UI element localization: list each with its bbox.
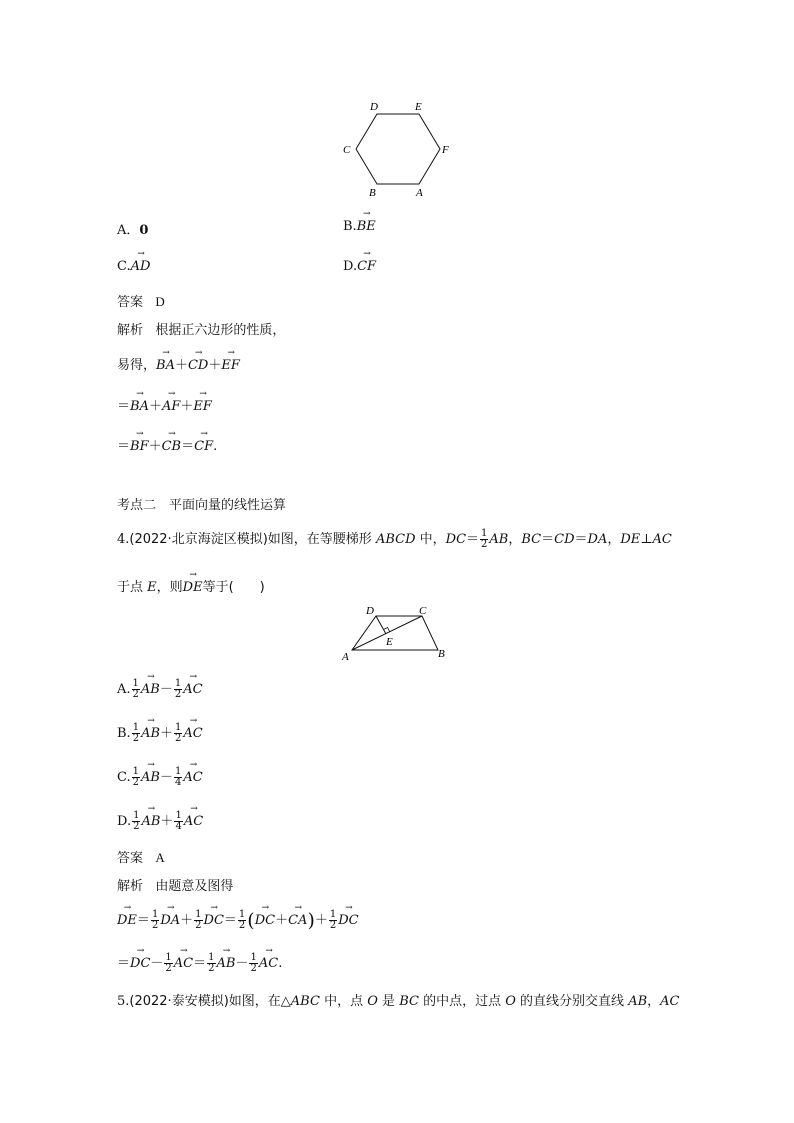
label-A: A: [342, 651, 349, 663]
section-title: 考点二 平面向量的线性运算: [117, 498, 287, 513]
hexagon-figure: [338, 95, 458, 200]
option-c: C.→ AD: [117, 259, 150, 274]
label-F: F: [442, 144, 449, 156]
label-C: C: [419, 605, 427, 617]
q3-line1: 易得，→ BA＋→ CD＋→ EF: [117, 354, 240, 373]
label-E: E: [386, 636, 393, 648]
segment-de: [376, 616, 386, 634]
q4-option-b: B. $\frac{1}{2}$ → AB＋ $\frac{1}{2}$ → AC: [117, 722, 203, 744]
q4-option-d: D. $\frac{1}{2}$ → AB＋ $\frac{1}{4}$ → AC: [117, 810, 203, 832]
q4-stem-line2: 于点 E，则→ DE等于( ): [117, 576, 265, 595]
q3-analysis: 解析 根据正六边形的性质，: [117, 323, 286, 338]
q4-analysis: 解析 由题意及图得: [117, 879, 234, 894]
q4-stem-line1: 4.(2022·北京海淀区模拟)如图，在等腰梯形 ABCD 中，DC＝ $\frac{1}{2}$ AB，BC＝CD＝DA，DE⊥AC: [117, 528, 672, 550]
label-A: A: [416, 187, 423, 199]
label-C: C: [343, 144, 351, 156]
q4-answer: 答案 A: [117, 850, 165, 866]
label-D: D: [366, 605, 374, 617]
q5-stem: 5.(2022·泰安模拟)如图，在△ABC 中，点 O 是 BC 的中点，过点 O 的直线分别交直线 AB，AC: [117, 994, 680, 1009]
q4-derivation-line1: → DE＝ $\frac{1}{2}$ → DA＋ $\frac{1}{2}$ → DC＝ $\frac{1}{2}$ (→ DC＋→ CA)＋ $\frac{1}{2}$ → DC: [117, 909, 359, 932]
q3-line3: ＝→ BF＋→ CB＝→ CF.: [117, 435, 217, 454]
label-E: E: [415, 101, 422, 113]
label-B: B: [438, 648, 445, 660]
label-D: D: [370, 101, 378, 113]
option-a: A．0: [117, 223, 149, 238]
q3-line2: ＝→ BA＋→ AF＋→ EF: [117, 395, 212, 414]
option-d: D.→ CF: [343, 259, 376, 274]
hexagon-shape: [356, 114, 440, 184]
q3-answer: 答案 D: [117, 294, 165, 310]
trapezoid-figure: [340, 602, 460, 664]
q4-option-c: C. $\frac{1}{2}$ → AB－ $\frac{1}{4}$ → AC: [117, 766, 203, 788]
trapezoid-shape: [352, 616, 438, 650]
q4-option-a: A. $\frac{1}{2}$ → AB－ $\frac{1}{2}$ → AC: [117, 678, 203, 700]
label-B: B: [369, 187, 376, 199]
option-b: B.→ BE: [343, 219, 376, 234]
q4-derivation-line2: ＝→ DC－ $\frac{1}{2}$ → AC＝ $\frac{1}{2}$ → AB－ $\frac{1}{2}$ → AC.: [117, 952, 282, 974]
